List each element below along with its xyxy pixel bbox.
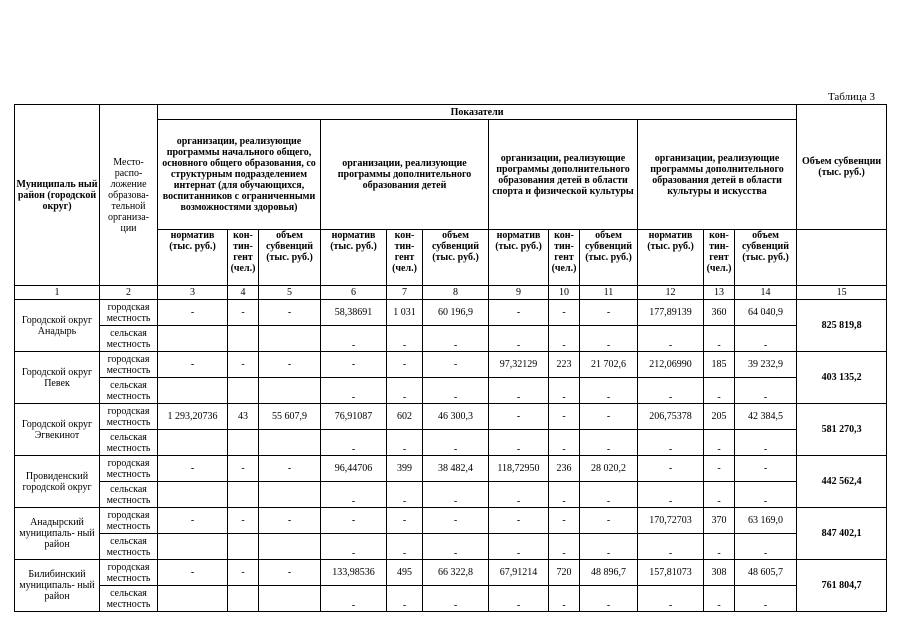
cell-urban-contingent: 236	[549, 456, 580, 482]
cell-urban-contingent: -	[228, 508, 259, 534]
cell-urban-volume: -	[259, 300, 321, 326]
cell-urban-norm: -	[158, 300, 228, 326]
cell-urban-norm: -	[321, 352, 387, 378]
table-row	[15, 404, 887, 430]
cell-urban-volume: -	[423, 352, 489, 378]
cell-urban-norm: 1 293,20736	[158, 404, 228, 430]
location-urban: городская местность	[100, 560, 158, 586]
cell-urban-volume: -	[423, 508, 489, 534]
cell-rural-norm: -	[638, 378, 704, 404]
header-contingent: кон- тин- гент (чел.)	[704, 230, 735, 286]
table-row	[15, 586, 887, 612]
header-indicators: Показатели	[158, 105, 797, 120]
cell-rural-norm: -	[321, 534, 387, 560]
location-rural: сельская местность	[100, 378, 158, 404]
cell-rural-volume: -	[580, 586, 638, 612]
column-number: 8	[423, 286, 489, 300]
cell-rural-contingent	[228, 378, 259, 404]
cell-urban-contingent: 602	[387, 404, 423, 430]
cell-urban-contingent: -	[704, 456, 735, 482]
cell-rural-contingent: -	[704, 534, 735, 560]
cell-urban-volume: -	[735, 456, 797, 482]
cell-rural-norm: -	[321, 430, 387, 456]
cell-urban-norm: -	[489, 300, 549, 326]
cell-urban-volume: 42 384,5	[735, 404, 797, 430]
cell-rural-norm: -	[638, 534, 704, 560]
cell-rural-norm	[158, 586, 228, 612]
cell-urban-norm: -	[158, 560, 228, 586]
location-urban: городская местность	[100, 352, 158, 378]
cell-rural-contingent	[228, 534, 259, 560]
cell-rural-volume: -	[735, 326, 797, 352]
cell-urban-norm: 212,06990	[638, 352, 704, 378]
cell-rural-contingent: -	[704, 586, 735, 612]
cell-urban-contingent: 1 031	[387, 300, 423, 326]
cell-urban-volume: 63 169,0	[735, 508, 797, 534]
location-urban: городская местность	[100, 300, 158, 326]
header-location: Место- распо- ложение образова- тельной организа- ции	[100, 105, 158, 286]
cell-urban-norm: -	[158, 456, 228, 482]
total-subsidy: 403 135,2	[797, 352, 887, 404]
cell-rural-norm: -	[321, 326, 387, 352]
cell-urban-contingent: -	[228, 560, 259, 586]
location-rural: сельская местность	[100, 534, 158, 560]
cell-urban-norm: 157,81073	[638, 560, 704, 586]
table-row	[15, 508, 887, 534]
cell-rural-volume: -	[735, 586, 797, 612]
cell-urban-volume: 48 896,7	[580, 560, 638, 586]
header-group-general: организации, реализующие программы начального общего, основного общего образования, со структурным подразделением интернат (для обучающихся, воспитанников с ограниченными возможностями здоровья)	[158, 120, 321, 230]
header-norm: норматив (тыс. руб.)	[489, 230, 549, 286]
municipality-name: Билибинский муниципаль- ный район	[15, 560, 100, 612]
cell-urban-norm: 170,72703	[638, 508, 704, 534]
cell-rural-norm: -	[638, 586, 704, 612]
column-number: 15	[797, 286, 887, 300]
cell-rural-volume: -	[423, 378, 489, 404]
cell-urban-norm: -	[158, 352, 228, 378]
cell-urban-volume: -	[580, 300, 638, 326]
cell-urban-contingent: 308	[704, 560, 735, 586]
header-group-sport: организации, реализующие программы дополнительного образования детей в области спорта и физической культуры	[489, 120, 638, 230]
table-row	[15, 534, 887, 560]
cell-rural-norm: -	[489, 326, 549, 352]
cell-urban-volume: 38 482,4	[423, 456, 489, 482]
header-municipality: Муниципаль ный район (городской округ)	[15, 105, 100, 286]
cell-rural-contingent: -	[704, 430, 735, 456]
cell-urban-volume: -	[580, 404, 638, 430]
cell-urban-contingent: 495	[387, 560, 423, 586]
location-rural: сельская местность	[100, 586, 158, 612]
cell-rural-volume	[259, 430, 321, 456]
cell-urban-volume: -	[580, 508, 638, 534]
total-subsidy: 442 562,4	[797, 456, 887, 508]
cell-rural-contingent: -	[387, 430, 423, 456]
cell-urban-contingent: -	[228, 300, 259, 326]
cell-rural-contingent	[228, 326, 259, 352]
cell-urban-volume: 55 607,9	[259, 404, 321, 430]
cell-urban-contingent: 43	[228, 404, 259, 430]
header-norm: норматив (тыс. руб.)	[638, 230, 704, 286]
table-row	[15, 352, 887, 378]
total-subsidy: 581 270,3	[797, 404, 887, 456]
cell-rural-volume: -	[580, 534, 638, 560]
header-group-additional: организации, реализующие программы дополнительного образования детей	[321, 120, 489, 230]
cell-urban-norm: 177,89139	[638, 300, 704, 326]
municipality-name: Городской округ Анадырь	[15, 300, 100, 352]
header-norm: норматив (тыс. руб.)	[158, 230, 228, 286]
cell-urban-contingent: -	[228, 352, 259, 378]
location-urban: городская местность	[100, 404, 158, 430]
cell-urban-volume: 28 020,2	[580, 456, 638, 482]
cell-urban-contingent: 399	[387, 456, 423, 482]
cell-urban-contingent: -	[387, 508, 423, 534]
municipality-name: Городской округ Певек	[15, 352, 100, 404]
header-volume: объем субвенций (тыс. руб.)	[423, 230, 489, 286]
cell-urban-norm: 67,91214	[489, 560, 549, 586]
cell-urban-volume: 64 040,9	[735, 300, 797, 326]
column-number: 11	[580, 286, 638, 300]
cell-urban-contingent: 223	[549, 352, 580, 378]
cell-urban-norm: 206,75378	[638, 404, 704, 430]
cell-urban-norm: 76,91087	[321, 404, 387, 430]
column-number: 5	[259, 286, 321, 300]
cell-rural-volume: -	[580, 378, 638, 404]
table-row	[15, 560, 887, 586]
cell-urban-norm: -	[321, 508, 387, 534]
cell-urban-norm: 58,38691	[321, 300, 387, 326]
cell-urban-contingent: -	[549, 404, 580, 430]
cell-urban-norm: -	[158, 508, 228, 534]
cell-urban-contingent: 185	[704, 352, 735, 378]
total-subsidy: 825 819,8	[797, 300, 887, 352]
cell-rural-norm	[158, 326, 228, 352]
cell-rural-norm: -	[321, 378, 387, 404]
cell-rural-norm: -	[638, 482, 704, 508]
header-total-blank	[797, 230, 887, 286]
cell-rural-volume	[259, 586, 321, 612]
location-rural: сельская местность	[100, 482, 158, 508]
table-row	[15, 430, 887, 456]
cell-urban-contingent: -	[228, 456, 259, 482]
cell-urban-norm: -	[489, 404, 549, 430]
header-volume: объем субвенций (тыс. руб.)	[259, 230, 321, 286]
cell-rural-norm: -	[489, 482, 549, 508]
header-contingent: кон- тин- гент (чел.)	[549, 230, 580, 286]
cell-rural-volume: -	[423, 482, 489, 508]
cell-rural-contingent: -	[387, 482, 423, 508]
cell-rural-norm: -	[638, 430, 704, 456]
column-number: 1	[15, 286, 100, 300]
cell-rural-contingent: -	[387, 378, 423, 404]
header-volume: объем субвенций (тыс. руб.)	[580, 230, 638, 286]
total-subsidy: 761 804,7	[797, 560, 887, 612]
table-row	[15, 378, 887, 404]
cell-rural-contingent	[228, 430, 259, 456]
cell-rural-norm: -	[321, 482, 387, 508]
cell-urban-volume: 21 702,6	[580, 352, 638, 378]
cell-rural-norm: -	[489, 378, 549, 404]
column-number: 4	[228, 286, 259, 300]
column-number: 10	[549, 286, 580, 300]
table-caption: Таблица 3	[827, 91, 875, 103]
cell-rural-norm	[158, 482, 228, 508]
column-number: 12	[638, 286, 704, 300]
cell-urban-volume: -	[259, 352, 321, 378]
column-number: 9	[489, 286, 549, 300]
column-number: 14	[735, 286, 797, 300]
total-subsidy: 847 402,1	[797, 508, 887, 560]
location-rural: сельская местность	[100, 430, 158, 456]
cell-urban-volume: 66 322,8	[423, 560, 489, 586]
cell-rural-contingent: -	[387, 586, 423, 612]
cell-urban-contingent: 205	[704, 404, 735, 430]
column-number: 6	[321, 286, 387, 300]
municipality-name: Провиденский городской округ	[15, 456, 100, 508]
table-row	[15, 326, 887, 352]
column-number: 13	[704, 286, 735, 300]
table-row	[15, 300, 887, 326]
cell-urban-volume: 48 605,7	[735, 560, 797, 586]
cell-urban-norm: 96,44706	[321, 456, 387, 482]
cell-rural-norm: -	[638, 326, 704, 352]
header-volume: объем субвенций (тыс. руб.)	[735, 230, 797, 286]
cell-rural-contingent: -	[549, 326, 580, 352]
table-row	[15, 456, 887, 482]
header-contingent: кон- тин- гент (чел.)	[228, 230, 259, 286]
cell-rural-volume: -	[580, 326, 638, 352]
cell-urban-volume: -	[259, 508, 321, 534]
municipality-name: Городской округ Эгвекинот	[15, 404, 100, 456]
cell-rural-volume: -	[580, 482, 638, 508]
cell-rural-contingent: -	[549, 378, 580, 404]
cell-rural-contingent: -	[704, 326, 735, 352]
cell-rural-volume	[259, 482, 321, 508]
cell-rural-volume: -	[423, 430, 489, 456]
header-contingent: кон- тин- гент (чел.)	[387, 230, 423, 286]
cell-rural-norm: -	[489, 586, 549, 612]
cell-urban-contingent: -	[549, 508, 580, 534]
cell-rural-volume: -	[735, 430, 797, 456]
cell-rural-contingent: -	[549, 586, 580, 612]
cell-rural-norm: -	[489, 430, 549, 456]
cell-rural-norm	[158, 430, 228, 456]
cell-rural-norm	[158, 534, 228, 560]
cell-urban-norm: 97,32129	[489, 352, 549, 378]
cell-rural-volume: -	[423, 586, 489, 612]
location-urban: городская местность	[100, 508, 158, 534]
cell-rural-contingent: -	[549, 534, 580, 560]
subsidy-table	[14, 104, 887, 612]
cell-urban-volume: 39 232,9	[735, 352, 797, 378]
cell-rural-volume	[259, 534, 321, 560]
column-number: 2	[100, 286, 158, 300]
location-urban: городская местность	[100, 456, 158, 482]
cell-rural-volume: -	[735, 482, 797, 508]
cell-rural-contingent	[228, 586, 259, 612]
cell-urban-contingent: 370	[704, 508, 735, 534]
cell-urban-norm: -	[489, 508, 549, 534]
cell-urban-volume: -	[259, 456, 321, 482]
municipality-name: Анадырский муниципаль- ный район	[15, 508, 100, 560]
cell-urban-volume: 46 300,3	[423, 404, 489, 430]
header-group-culture: организации, реализующие программы дополнительного образования детей в области культуры и искусства	[638, 120, 797, 230]
header-norm: норматив (тыс. руб.)	[321, 230, 387, 286]
cell-urban-contingent: 720	[549, 560, 580, 586]
cell-urban-norm: 133,98536	[321, 560, 387, 586]
cell-rural-contingent: -	[387, 534, 423, 560]
cell-rural-norm	[158, 378, 228, 404]
cell-urban-contingent: -	[387, 352, 423, 378]
cell-rural-volume: -	[423, 534, 489, 560]
cell-urban-norm: -	[638, 456, 704, 482]
cell-rural-volume: -	[735, 378, 797, 404]
cell-urban-contingent: -	[549, 300, 580, 326]
cell-rural-volume	[259, 326, 321, 352]
column-number: 3	[158, 286, 228, 300]
cell-rural-volume	[259, 378, 321, 404]
column-number: 7	[387, 286, 423, 300]
cell-rural-contingent: -	[387, 326, 423, 352]
cell-rural-contingent: -	[704, 482, 735, 508]
table-row	[15, 482, 887, 508]
cell-urban-volume: 60 196,9	[423, 300, 489, 326]
cell-rural-norm: -	[321, 586, 387, 612]
cell-rural-contingent: -	[549, 482, 580, 508]
cell-rural-contingent: -	[704, 378, 735, 404]
header-total: Объем субвенции (тыс. руб.)	[797, 105, 887, 230]
column-numbers-row	[15, 286, 887, 300]
location-rural: сельская местность	[100, 326, 158, 352]
cell-rural-norm: -	[489, 534, 549, 560]
cell-rural-contingent	[228, 482, 259, 508]
cell-rural-volume: -	[580, 430, 638, 456]
cell-rural-volume: -	[735, 534, 797, 560]
cell-rural-contingent: -	[549, 430, 580, 456]
cell-urban-contingent: 360	[704, 300, 735, 326]
cell-urban-volume: -	[259, 560, 321, 586]
cell-urban-norm: 118,72950	[489, 456, 549, 482]
cell-rural-volume: -	[423, 326, 489, 352]
